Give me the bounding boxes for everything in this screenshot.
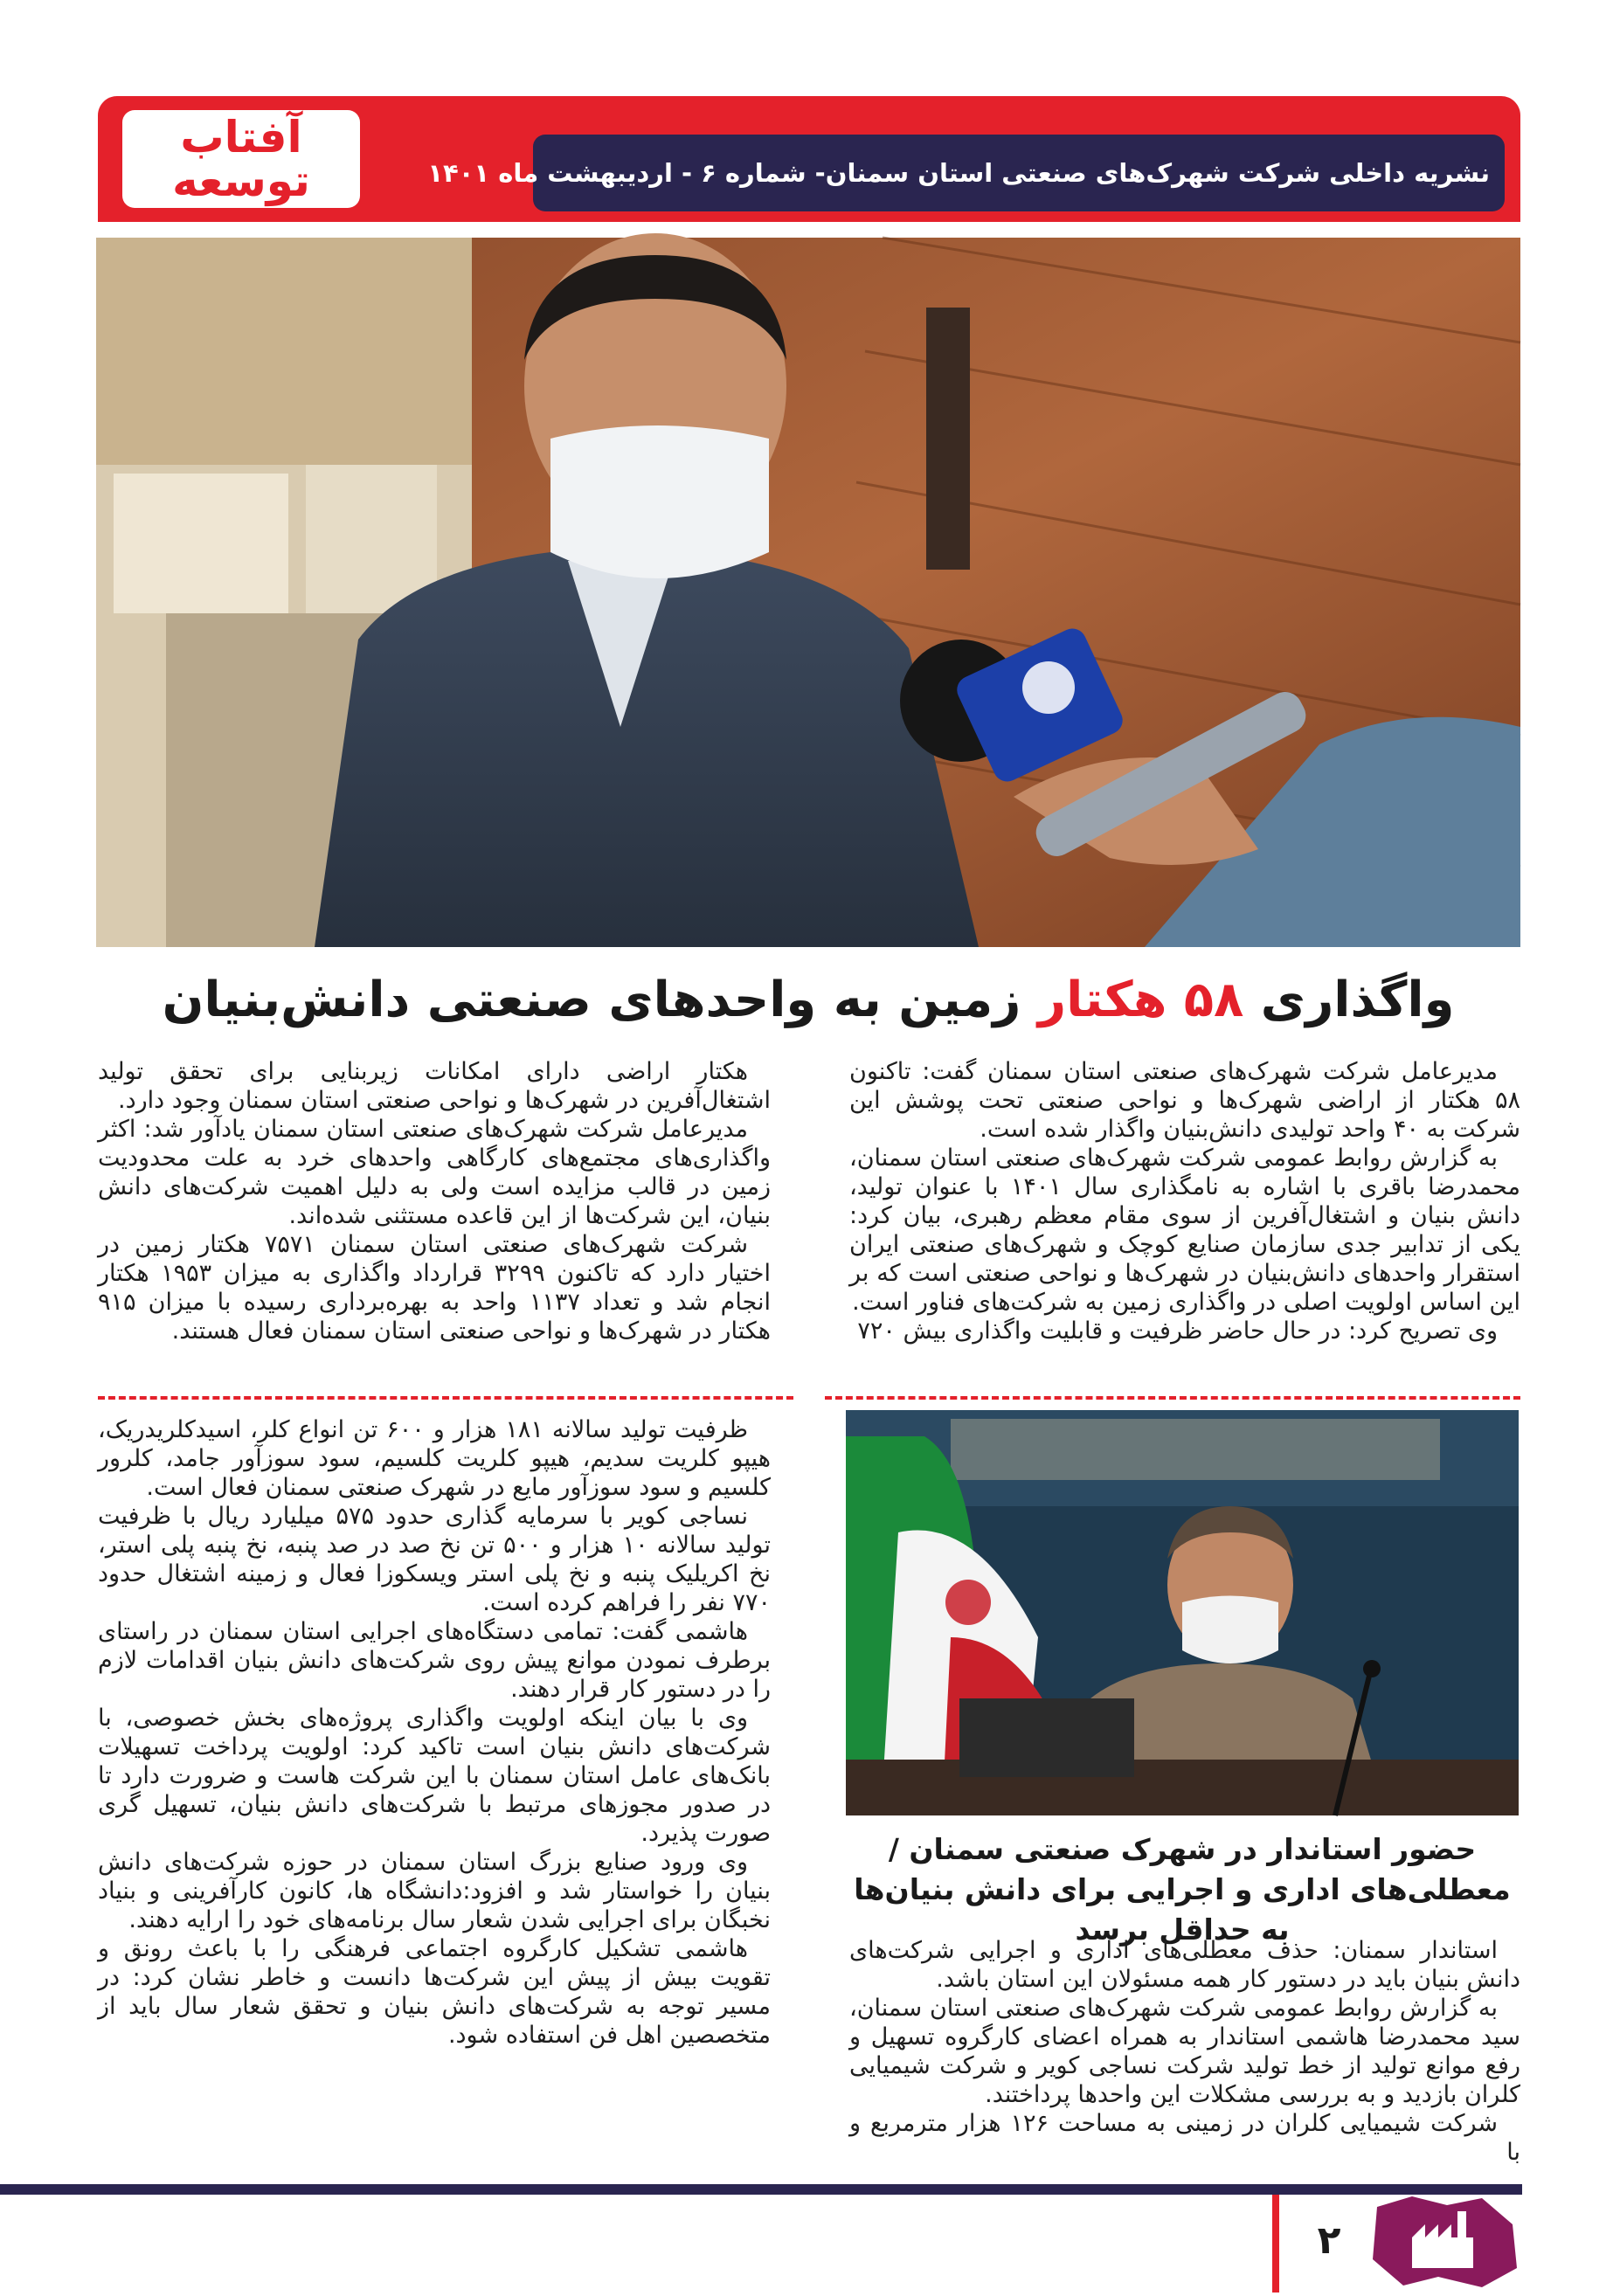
iran-map-factory-icon xyxy=(1360,2189,1526,2293)
main-photo xyxy=(96,238,1520,947)
paragraph: وی با بیان اینکه اولویت واگذاری پروژه‌های بخش خصوصی، با شرکت‌های دانش بنیان است تاکید کرد: اولویت پرداخت تسهیلات بانک‌های عامل استان سمنان با این شرکت هاست و ضرورت دارد تا در صدور مجوزهای مرتبط با شرکت‌های دانش بنیان، تسهیل گری صورت پذیرد. xyxy=(98,1705,771,1847)
second-article-headline: حضور استاندار در شهرک صنعتی سمنان / معطلی‌های اداری و اجرایی برای دانش بنیان‌ها به حداقل برسد xyxy=(854,1832,1511,1947)
headline-highlight: ۵۸ هکتار xyxy=(1037,972,1244,1028)
logo-line-2: توسعه xyxy=(172,156,310,206)
main-article-left-column xyxy=(98,1057,771,1345)
paragraph: نساجی کویر با سرمایه گذاری حدود ۵۷۵ میلیارد ریال با ظرفیت تولید سالانه ۱۰ هزار و ۵۰۰ تن نخ صد در صد پنبه، نخ پنبه پلی استر، نخ اکریلیک پنبه و نخ پلی استر ویسکوزا فعال و زمینه اشتغال حدود ۷۷۰ نفر را فراهم کرده است. xyxy=(98,1503,771,1616)
paragraph: شرکت شیمیایی کلران در زمینی به مساحت ۱۲۶ هزار مترمربع و با xyxy=(849,2110,1520,2166)
page-number: ۲ xyxy=(1317,2218,1341,2263)
paragraph: استاندار سمنان: حذف معطلی‌های اداری و اجرایی شرکت‌های دانش بنیان باید در دستور کار همه مسئولان این استان باشد. xyxy=(849,1937,1520,1993)
footer-line xyxy=(0,2184,1522,2195)
dashed-divider-left xyxy=(98,1396,793,1400)
desk-monitor xyxy=(959,1698,1134,1777)
paragraph: هاشمی گفت: تمامی دستگاه‌های اجرایی استان سمنان در راستای برطرف نمودن موانع پیش روی شرکت‌های دانش بنیان اقدامات لازم را در دستور کار قرار دهند. xyxy=(98,1618,771,1703)
footer-accent xyxy=(1272,2195,1279,2293)
paragraph: به گزارش روابط عمومی شرکت شهرک‌های صنعتی استان سمنان، محمدرضا باقری با اشاره به نامگذاری سال ۱۴۰۱ با عنوان تولید، دانش بنیان و اشتغال‌آفرین از سوی مقام معظم رهبری، بیان کرد: یکی از تدابیر جدی سازمان صنایع کوچک و شهرک‌های صنعتی ایران استقرار واحدهای دانش‌بنیان در شهرک‌ها و نواحی صنعتی است که بر این اساس اولویت اصلی در واگذاری زمین به شرکت‌های فناور است. xyxy=(849,1145,1520,1316)
headline-part-2: زمین به واحدهای صنعتی دانش‌بنیان xyxy=(162,972,1038,1028)
dark-divider xyxy=(926,308,970,570)
paragraph: وی ورود صنایع بزرگ استان سمنان در حوزه شرکت‌های دانش بنیان را خواستار شد و افزود:دانشگاه ها، کانون کارآفرینی و بنیاد نخبگان برای اجرایی شدن شعار سال برنامه‌های خود را ارایه دهند. xyxy=(98,1849,771,1933)
dashed-divider-right xyxy=(825,1396,1520,1400)
face-mask xyxy=(550,425,769,578)
main-headline xyxy=(96,963,1520,1038)
second-article-left-column xyxy=(98,1415,771,2050)
face-mask xyxy=(1182,1596,1278,1664)
publication-logo xyxy=(122,110,360,208)
desk xyxy=(846,1760,1519,1815)
main-article-right-column xyxy=(849,1057,1520,1345)
paragraph: به گزارش روابط عمومی شرکت شهرک‌های صنعتی استان سمنان، سید محمدرضا هاشمی استاندار به همراه اعضای کارگروه تسهیل و رفع موانع تولید از خط تولید شرکت نساجی کویر و شرکت شیمیایی کلران بازدید و به بررسی مشکلات این واحدها پرداختند. xyxy=(849,1995,1520,2108)
paragraph: هاشمی تشکیل کارگروه اجتماعی فرهنگی را با باعث رونق و تقویت بیش از پیش این شرکت‌ها دانست و خاطر نشان کرد: در مسیر توجه به شرکت‌های دانش بنیان و تحقق شعار سال باید از متخصصین اهل فن استفاده شود. xyxy=(98,1935,771,2049)
second-photo xyxy=(846,1410,1519,1815)
interview-photo-illustration xyxy=(96,238,1520,947)
paragraph: ظرفیت تولید سالانه ۱۸۱ هزار و ۶۰۰ تن انواع کلر، اسیدکلریدریک، هیپو کلریت سدیم، هیپو کلریت کلسیم، سود سوزآور جامد، کلرور کلسیم و سود سوزآور مایع در شهرک صنعتی سمنان فعال است. xyxy=(98,1416,771,1501)
masthead-text: نشریه داخلی شرکت شهرک‌های صنعتی استان سمنان- شماره ۶ - اردیبهشت ماه ۱۴۰۱ xyxy=(427,158,1490,188)
headline-part-1: واگذاری xyxy=(1243,972,1455,1028)
governor-photo-illustration xyxy=(846,1410,1519,1815)
paragraph: مدیرعامل شرکت شهرک‌های صنعتی استان سمنان یادآور شد: اکثر واگذاری‌های مجتمع‌های کارگاهی واحدهای خرد به علت محدودیت زمین در قالب مزایده است ولی به دلیل اهمیت شرکت‌های دانش بنیان، این شرکت‌ها از این قاعده مستثنی شده‌اند. xyxy=(98,1116,771,1229)
paragraph: هکتار اراضی دارای امکانات زیربنایی برای تحقق تولید اشتغال‌آفرین در شهرک‌ها و نواحی صنعتی استان سمنان وجود دارد. xyxy=(98,1058,771,1114)
logo-line-1: آفتاب xyxy=(180,112,302,163)
paragraph: وی تصریح کرد: در حال حاضر ظرفیت و قابلیت واگذاری بیش ۷۲۰ xyxy=(857,1317,1498,1345)
paragraph: شرکت شهرک‌های صنعتی استان سمنان ۷۵۷۱ هکتار زمین در اختیار دارد که تاکنون ۳۲۹۹ قرارداد واگذاری به میزان ۱۹۵۳ هکتار انجام شد و تعداد ۱۱۳۷ واحد به بهره‌برداری رسیده با میزان ۹۱۵ هکتار در شهرک‌ها و نواحی صنعتی استان سمنان فعال هستند. xyxy=(98,1231,771,1345)
paragraph: مدیرعامل شرکت شهرک‌های صنعتی استان سمنان گفت: تاکنون ۵۸ هکتار از اراضی شهرک‌ها و نواحی صنعتی تحت پوشش این شرکت به ۴۰ واحد تولیدی دانش‌بنیان واگذار شده است. xyxy=(849,1058,1520,1143)
second-article-right-column xyxy=(849,1936,1520,2167)
